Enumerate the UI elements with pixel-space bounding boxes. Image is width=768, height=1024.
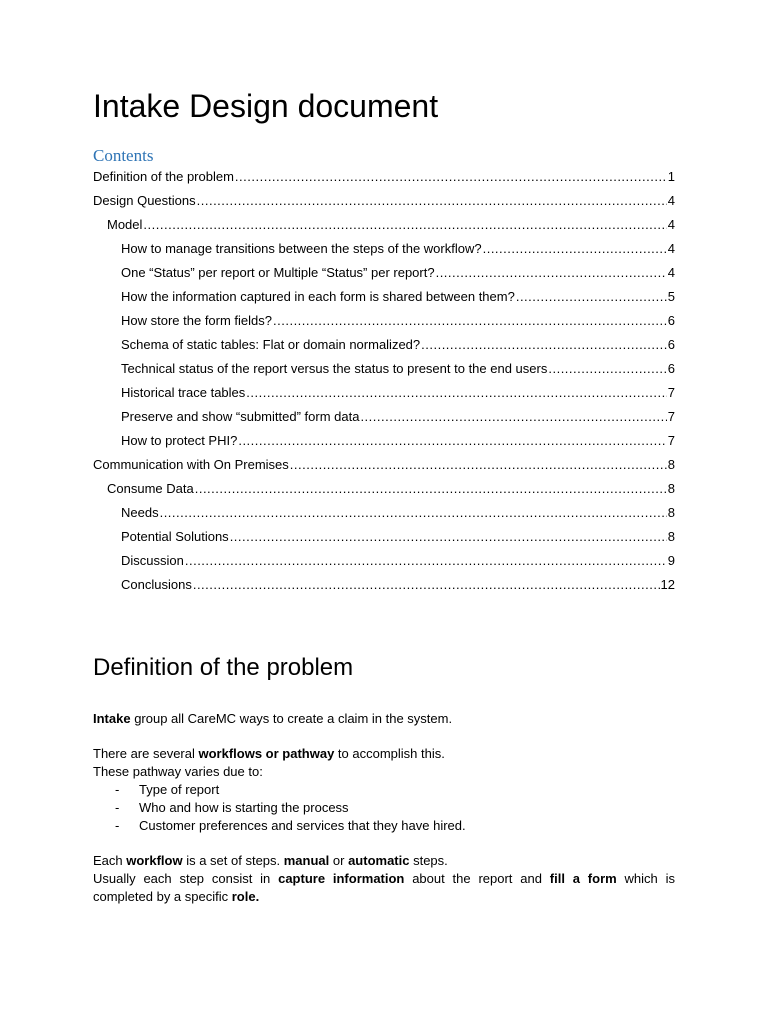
toc-heading: Contents (93, 146, 154, 165)
toc-leader-dots (548, 357, 666, 381)
toc-entry-text: Technical status of the report versus the status to present to the end users (121, 361, 548, 376)
paragraph-steps (93, 852, 675, 906)
toc-page-number: 4 (667, 193, 675, 208)
paragraph-workflows (93, 745, 675, 835)
paragraph-text: which is completed by a specific (93, 871, 675, 904)
toc-entry-text: Historical trace tables (121, 385, 246, 400)
toc-entry-text: How store the form fields? (121, 313, 273, 328)
toc-entry[interactable] (93, 261, 675, 285)
toc-entry[interactable] (93, 429, 675, 453)
toc-entry[interactable] (93, 357, 675, 381)
toc-entry-text: One “Status” per report or Multiple “Status” per report? (121, 265, 435, 280)
toc-entry[interactable] (93, 189, 675, 213)
toc-entry-text: Definition of the problem (93, 169, 234, 184)
toc-entry[interactable] (93, 309, 675, 333)
toc-entry[interactable] (93, 477, 675, 501)
paragraph-text: about the report and (404, 871, 550, 886)
toc-leader-dots (516, 285, 667, 309)
toc-leader-dots (246, 381, 666, 405)
toc-entry[interactable] (93, 285, 675, 309)
toc-page-number: 8 (667, 505, 675, 520)
list-item-text: Type of report (139, 782, 220, 797)
toc-entry-text: Needs (121, 505, 159, 520)
toc-leader-dots (273, 309, 667, 333)
toc-entry[interactable] (93, 333, 675, 357)
bold-term: role. (231, 889, 260, 904)
bold-term: manual (283, 853, 330, 868)
toc-page-number: 8 (667, 529, 675, 544)
toc-entry[interactable] (93, 381, 675, 405)
toc-page-number: 6 (667, 337, 675, 352)
toc-entry-text: How the information captured in each form is shared between them? (121, 289, 515, 304)
bold-term: fill a form (549, 871, 617, 886)
toc-entry[interactable] (93, 213, 675, 237)
toc-leader-dots (238, 429, 666, 453)
section-heading: Definition of the problem (93, 654, 354, 681)
toc-entry[interactable] (93, 453, 675, 477)
list-item-text: Who and how is starting the process (139, 800, 349, 815)
toc-page-number: 4 (667, 217, 675, 232)
toc-leader-dots (235, 165, 667, 189)
toc-entry[interactable] (93, 501, 675, 525)
dash-bullet-icon: - (115, 818, 120, 833)
toc-leader-dots (143, 213, 666, 237)
toc-page-number: 6 (667, 313, 675, 328)
toc-page-number: 5 (667, 289, 675, 304)
toc-entry-text: Consume Data (107, 481, 194, 496)
toc-entry-text: Design Questions (93, 193, 196, 208)
toc-entry-text: Communication with On Premises (93, 457, 289, 472)
bullet-list (93, 781, 675, 835)
list-item (93, 799, 675, 817)
list-item-text: Customer preferences and services that they have hired. (139, 818, 466, 833)
toc-page-number: 7 (667, 385, 675, 400)
toc-page-number: 12 (660, 577, 675, 592)
bold-term: automatic (348, 853, 410, 868)
toc-leader-dots (193, 573, 660, 597)
toc-entry-text: Schema of static tables: Flat or domain normalized? (121, 337, 421, 352)
toc-entry[interactable] (93, 549, 675, 573)
toc-page-number: 8 (667, 457, 675, 472)
toc-page-number: 6 (667, 361, 675, 376)
document-title: Intake Design document (93, 88, 439, 124)
toc-leader-dots (160, 501, 667, 525)
toc-leader-dots (197, 189, 667, 213)
bold-term: capture information (278, 871, 405, 886)
toc-leader-dots (230, 525, 667, 549)
list-item (93, 817, 675, 835)
toc-page-number: 4 (667, 265, 675, 280)
paragraph-text: Usually each step consist in (93, 871, 279, 886)
toc-leader-dots (360, 405, 666, 429)
toc-page-number: 9 (667, 553, 675, 568)
toc-entry-text: Potential Solutions (121, 529, 229, 544)
toc-entry[interactable] (93, 525, 675, 549)
paragraph-intro (93, 710, 675, 728)
toc-entry-text: How to manage transitions between the steps of the workflow? (121, 241, 482, 256)
toc-entry-text: Model (107, 217, 143, 232)
toc-page-number: 4 (667, 241, 675, 256)
toc-page-number: 1 (667, 169, 675, 184)
toc-leader-dots (185, 549, 667, 573)
toc-entry-text: How to protect PHI? (121, 433, 238, 448)
toc-leader-dots (483, 237, 667, 261)
toc-entry[interactable] (93, 573, 675, 597)
toc-entry[interactable] (93, 165, 675, 189)
dash-bullet-icon: - (115, 800, 120, 815)
bold-term: workflow (126, 853, 183, 868)
dash-bullet-icon: - (115, 782, 120, 797)
list-item (93, 781, 675, 799)
toc-entry[interactable] (93, 405, 675, 429)
paragraph-text: is a set of steps. (182, 853, 284, 868)
paragraph-text: There are several (93, 746, 199, 761)
toc-entry-text: Preserve and show “submitted” form data (121, 409, 360, 424)
toc-entry[interactable] (93, 237, 675, 261)
paragraph-text: or (329, 853, 349, 868)
paragraph-text: group all CareMC ways to create a claim in the system. (130, 711, 453, 726)
toc-entry-text: Discussion (121, 553, 184, 568)
toc-entry-text: Conclusions (121, 577, 192, 592)
toc-leader-dots (421, 333, 667, 357)
paragraph-text: steps. (409, 853, 448, 868)
toc-page-number: 7 (667, 433, 675, 448)
toc-leader-dots (290, 453, 667, 477)
bold-term: workflows or pathway (198, 746, 335, 761)
table-of-contents (93, 165, 675, 597)
bold-term: Intake (93, 711, 131, 726)
paragraph-text: Each (93, 853, 127, 868)
toc-leader-dots (436, 261, 667, 285)
paragraph-text: to accomplish this. (334, 746, 445, 761)
toc-leader-dots (195, 477, 667, 501)
toc-page-number: 8 (667, 481, 675, 496)
paragraph-text: These pathway varies due to: (93, 764, 263, 779)
toc-page-number: 7 (667, 409, 675, 424)
